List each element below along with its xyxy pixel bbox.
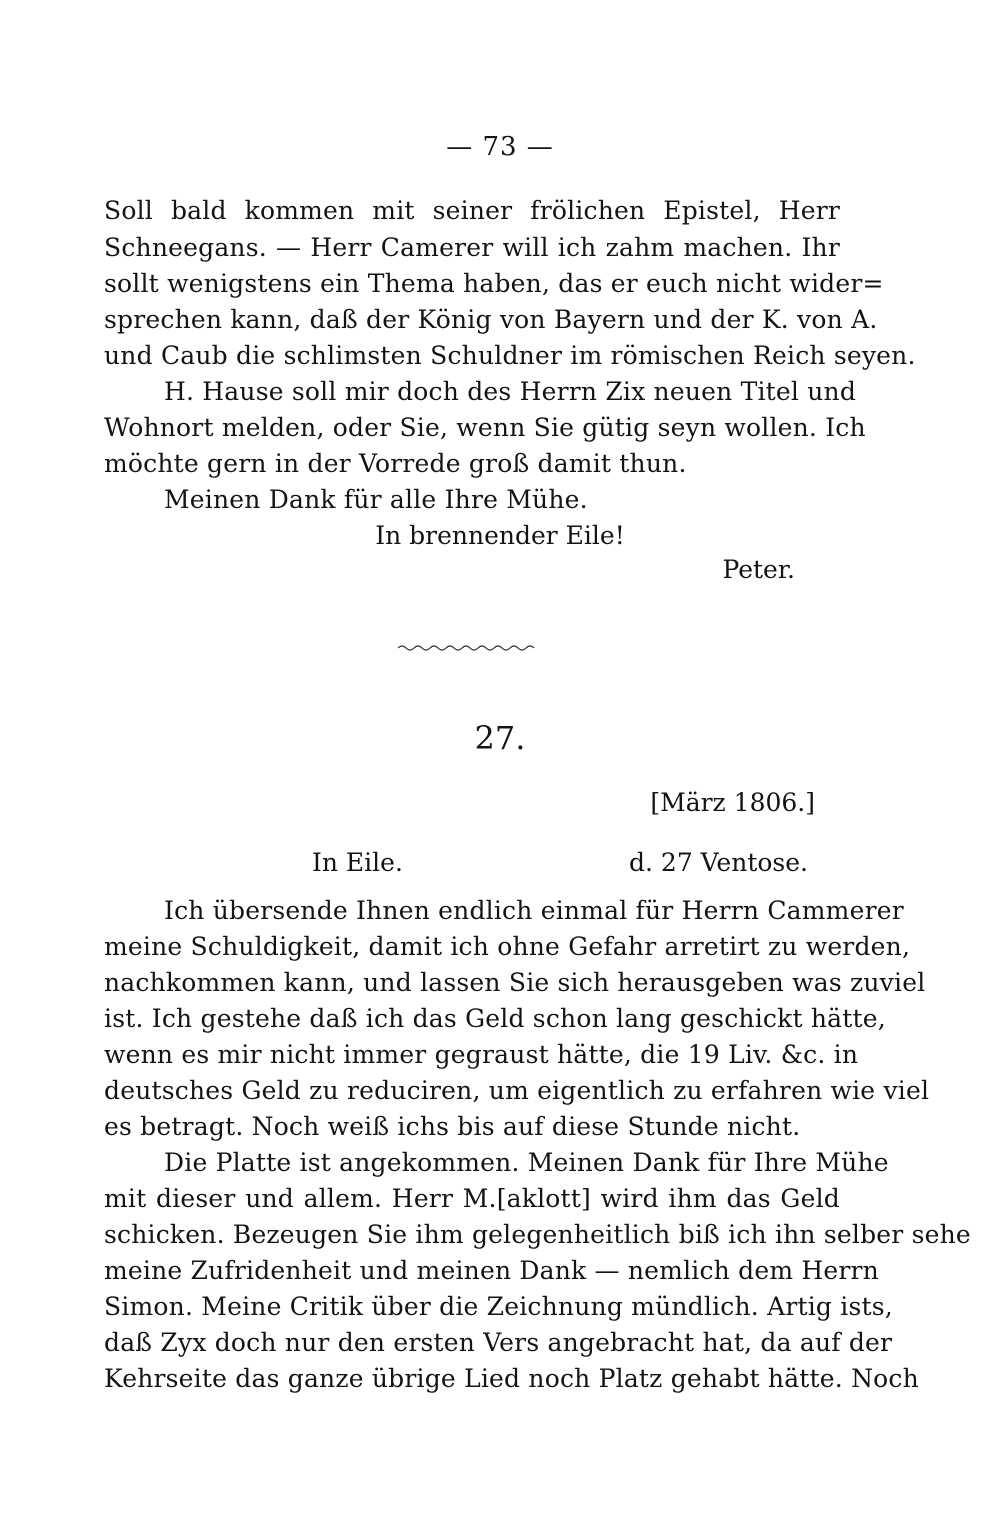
letter-number: 27.: [474, 719, 526, 757]
text-line: mit dieser und allem. Herr M.[aklott] wird ihm das Geld: [104, 1184, 840, 1213]
text-line: deutsches Geld zu reduciren, um eigentlich zu erfahren wie viel: [104, 1076, 930, 1105]
text-line: H. Hause soll mir doch des Herrn Zix neuen Titel und: [164, 377, 857, 406]
text-line: wenn es mir nicht immer gegraust hätte, die 19 Liv. &c. in: [104, 1040, 859, 1069]
text-line: ist. Ich gestehe daß ich das Geld schon lang geschickt hätte,: [104, 1004, 886, 1033]
text-line: nachkommen kann, und lassen Sie sich herausgeben was zuviel: [104, 968, 926, 997]
text-line: möchte gern in der Vorrede groß damit thun.: [104, 449, 687, 478]
text-line: Schneegans. — Herr Camerer will ich zahm machen. Ihr: [104, 233, 840, 262]
text-line: und Caub die schlimsten Schuldner im römischen Reich seyen.: [104, 341, 916, 370]
closing-line: In brennender Eile!: [375, 521, 625, 550]
text-line: es betragt. Noch weiß ichs bis auf diese Stunde nicht.: [104, 1112, 801, 1141]
page-number: — 73 —: [446, 132, 554, 162]
text-line: Soll bald kommen mit seiner frölichen Epistel, Herr: [104, 196, 840, 225]
text-line: Simon. Meine Critik über die Zeichnung mündlich. Artig ists,: [104, 1292, 893, 1321]
heading-place: In Eile.: [312, 848, 403, 877]
text-line: sollt wenigstens ein Thema haben, das er euch nicht wider=: [104, 269, 884, 298]
text-line: Die Platte ist angekommen. Meinen Dank für Ihre Mühe: [164, 1148, 889, 1177]
text-line: sprechen kann, daß der König von Bayern und der K. von A.: [104, 305, 878, 334]
section-divider-ornament: [398, 642, 538, 654]
text-line: meine Zufridenheit und meinen Dank — nemlich dem Herrn: [104, 1256, 879, 1285]
text-line: Ich übersende Ihnen endlich einmal für Herrn Cammerer: [164, 896, 904, 925]
date-bracket: [März 1806.]: [650, 788, 815, 817]
signature: Peter.: [722, 555, 795, 584]
text-line: schicken. Bezeugen Sie ihm gelegenheitlich biß ich ihn selber sehe: [104, 1220, 971, 1249]
text-line: daß Zyx doch nur den ersten Vers angebracht hat, da auf der: [104, 1328, 893, 1357]
text-line: Meinen Dank für alle Ihre Mühe.: [164, 485, 588, 514]
text-line: Wohnort melden, oder Sie, wenn Sie gütig seyn wollen. Ich: [104, 413, 866, 442]
text-line: meine Schuldigkeit, damit ich ohne Gefahr arretirt zu werden,: [104, 932, 911, 961]
text-line: Kehrseite das ganze übrige Lied noch Platz gehabt hätte. Noch: [104, 1364, 919, 1393]
heading-date: d. 27 Ventose.: [629, 848, 808, 877]
